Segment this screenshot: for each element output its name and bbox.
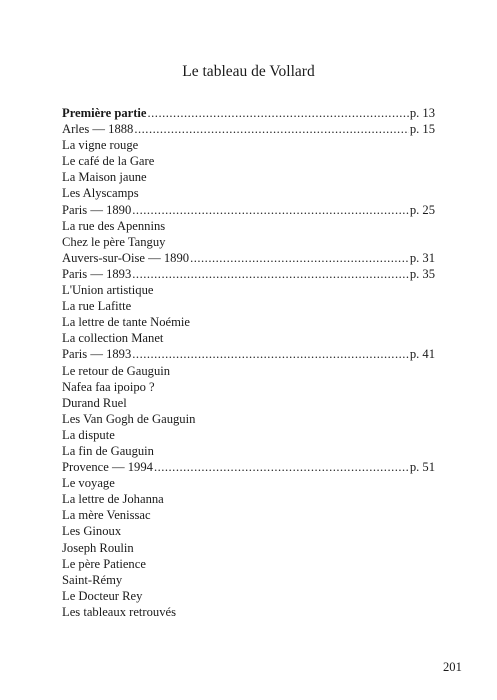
toc-section-entry bbox=[62, 250, 435, 266]
toc-entry-label: L'Union artistique bbox=[62, 283, 154, 298]
dot-leader bbox=[132, 346, 409, 362]
toc-entry-label: Paris — 1890 bbox=[62, 202, 132, 217]
toc-entry-label: Joseph Roulin bbox=[62, 540, 134, 555]
toc-chapter-entry bbox=[62, 185, 435, 201]
toc-chapter-entry bbox=[62, 363, 435, 379]
toc-entry-page: p. 31 bbox=[409, 250, 435, 265]
toc-row bbox=[62, 202, 435, 218]
toc-entry-label: La vigne rouge bbox=[62, 138, 139, 153]
dot-leader bbox=[148, 105, 409, 121]
toc-chapter-entry bbox=[62, 282, 435, 298]
toc-entry-label: Les Ginoux bbox=[62, 524, 122, 539]
toc-entry-label: La dispute bbox=[62, 427, 115, 442]
toc-entry-label: Durand Ruel bbox=[62, 395, 127, 410]
toc-entry-label: Les Alyscamps bbox=[62, 186, 139, 201]
toc-entry-page: p. 51 bbox=[409, 460, 435, 475]
toc-section-entry bbox=[62, 105, 435, 121]
toc-section-entry bbox=[62, 346, 435, 362]
toc-entry-label: La lettre de tante Noémie bbox=[62, 315, 190, 330]
toc-entry-label: Le Docteur Rey bbox=[62, 588, 143, 603]
toc-entry-label: Première partie bbox=[62, 106, 147, 120]
toc-row bbox=[62, 121, 435, 137]
toc-section-entry bbox=[62, 266, 435, 282]
toc-chapter-entry bbox=[62, 475, 435, 491]
toc-chapter-entry bbox=[62, 540, 435, 556]
toc-entry-label: Provence — 1994 bbox=[62, 460, 153, 475]
page-title: Le tableau de Vollard bbox=[182, 63, 315, 80]
dot-leader bbox=[132, 266, 409, 282]
toc-chapter-entry bbox=[62, 507, 435, 523]
toc-chapter-entry bbox=[62, 298, 435, 314]
toc-chapter-entry bbox=[62, 572, 435, 588]
toc-chapter-entry bbox=[62, 379, 435, 395]
toc-entry-label: Paris — 1893 bbox=[62, 266, 132, 281]
toc-chapter-entry bbox=[62, 330, 435, 346]
toc-entry-page: p. 15 bbox=[409, 122, 435, 137]
toc-entry-label: La rue Lafitte bbox=[62, 299, 132, 314]
toc-row bbox=[62, 346, 435, 362]
toc-entry-label: La collection Manet bbox=[62, 331, 164, 346]
toc-chapter-entry bbox=[62, 218, 435, 234]
toc-entry-page: p. 25 bbox=[409, 202, 435, 217]
toc-entry-label: Chez le père Tanguy bbox=[62, 234, 166, 249]
toc-entry-label: Le café de la Gare bbox=[62, 154, 155, 169]
toc-chapter-entry bbox=[62, 588, 435, 604]
toc-chapter-entry bbox=[62, 427, 435, 443]
toc-entry-label: Auvers-sur-Oise — 1890 bbox=[62, 250, 190, 265]
table-of-contents bbox=[62, 105, 435, 620]
toc-section-entry bbox=[62, 459, 435, 475]
toc-entry-label: Nafea faa ipoipo ? bbox=[62, 379, 155, 394]
toc-chapter-entry bbox=[62, 395, 435, 411]
dot-leader bbox=[132, 202, 409, 218]
dot-leader bbox=[154, 459, 409, 475]
toc-entry-label: La Maison jaune bbox=[62, 170, 147, 185]
toc-entry-label: Arles — 1888 bbox=[62, 122, 134, 137]
toc-chapter-entry bbox=[62, 153, 435, 169]
toc-chapter-entry bbox=[62, 411, 435, 427]
toc-entry-label: Les tableaux retrouvés bbox=[62, 604, 176, 619]
toc-chapter-entry bbox=[62, 169, 435, 185]
toc-entry-label: Les Van Gogh de Gauguin bbox=[62, 411, 196, 426]
toc-entry-label: Saint-Rémy bbox=[62, 572, 123, 587]
toc-chapter-entry bbox=[62, 556, 435, 572]
toc-row bbox=[62, 459, 435, 475]
toc-entry-label: La lettre de Johanna bbox=[62, 492, 164, 507]
toc-entry-page: p. 35 bbox=[409, 266, 435, 281]
toc-row bbox=[62, 266, 435, 282]
toc-section-entry bbox=[62, 121, 435, 137]
toc-entry-page: p. 13 bbox=[409, 106, 435, 120]
toc-entry-label: La rue des Apennins bbox=[62, 218, 166, 233]
toc-entry-label: Paris — 1893 bbox=[62, 347, 132, 362]
toc-chapter-entry bbox=[62, 137, 435, 153]
toc-entry-page: p. 41 bbox=[409, 347, 435, 362]
toc-chapter-entry bbox=[62, 443, 435, 459]
toc-entry-label: Le voyage bbox=[62, 476, 115, 491]
toc-entry-label: La fin de Gauguin bbox=[62, 443, 154, 458]
toc-chapter-entry bbox=[62, 234, 435, 250]
toc-row bbox=[62, 250, 435, 266]
toc-chapter-entry bbox=[62, 314, 435, 330]
dot-leader bbox=[134, 121, 408, 137]
toc-row bbox=[62, 105, 435, 121]
toc-entry-label: Le retour de Gauguin bbox=[62, 363, 171, 378]
toc-entry-label: La mère Venissac bbox=[62, 508, 151, 523]
toc-section-entry bbox=[62, 202, 435, 218]
page-number: 201 bbox=[443, 660, 462, 674]
dot-leader bbox=[190, 250, 409, 266]
toc-chapter-entry bbox=[62, 604, 435, 620]
toc-chapter-entry bbox=[62, 491, 435, 507]
toc-chapter-entry bbox=[62, 523, 435, 539]
toc-entry-label: Le père Patience bbox=[62, 556, 146, 571]
